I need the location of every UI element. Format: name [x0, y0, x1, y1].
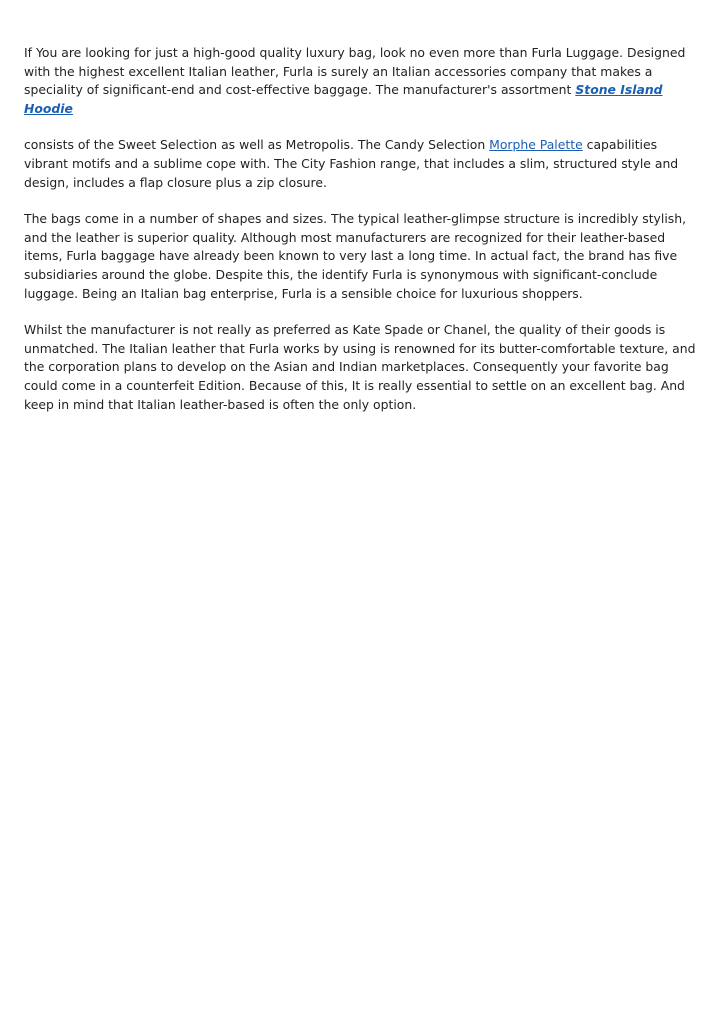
- paragraph-3: The bags come in a number of shapes and sizes. The typical leather-glimpse structure is incredibly stylish, and the leather is superior quality. Although most manufacturers are recognized for their leather-based items, Furla baggage have already been known to very last a long time. In actual fact, the brand has five subsidiaries around the globe. Despite this, the identify Furla is synonymous with significant-conclude luggage. Being an Italian bag enterprise, Furla is a sensible choice for luxurious shoppers.: [24, 211, 687, 301]
- paragraph-1: [24, 44, 700, 118]
- morphe-palette-link[interactable]: Morphe Palette: [489, 137, 583, 153]
- paragraph-1-text: If You are looking for just a high-good quality luxury bag, look no even more than Furla Luggage. Designed with the highest excellent Italian leather, Furla is surely an Italian accessories company that makes a speciality of significant-end and cost-effective baggage. The manufacturer's assortment: [24, 45, 686, 98]
- paragraph-2: [24, 136, 700, 192]
- paragraph-2-text-end: capabilities vibrant motifs and a sublime cope with. The City Fashion range, that includes a slim, structured style and design, includes a flap closure plus a zip closure.: [24, 137, 679, 190]
- paragraph-2-text-start: consists of the Sweet Selection as well as Metropolis. The Candy Selection: [24, 137, 490, 153]
- paragraph-4: Whilst the manufacturer is not really as preferred as Kate Spade or Chanel, the quality of their goods is unmatched. The Italian leather that Furla works by using is renowned for its butter-comfortable texture, and the corporation plans to develop on the Asian and Indian marketplaces. Consequently your favorite bag could come in a counterfeit Edition. Because of this, It is really essential to settle on an excellent bag. And keep in mind that Italian leather-based is often the only option.: [24, 322, 696, 412]
- stone-island-hoodie-link[interactable]: Stone Island Hoodie: [24, 82, 663, 116]
- document-body: [24, 44, 700, 432]
